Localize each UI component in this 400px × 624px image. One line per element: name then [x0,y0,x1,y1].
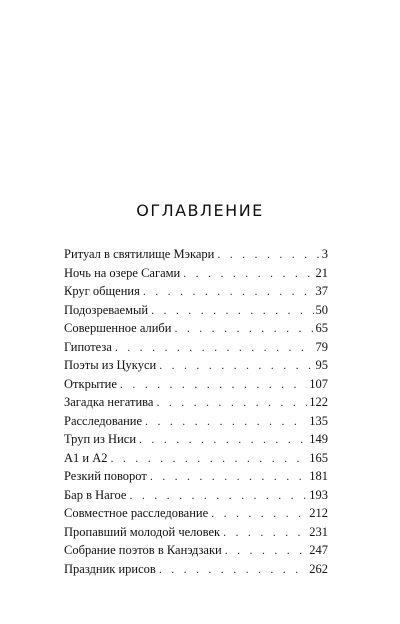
toc-entry-page: 50 [315,302,328,317]
toc-entry-title: Открытие [64,376,117,391]
toc-entry [64,356,328,375]
dot-leader [159,356,313,375]
dot-leader [223,523,307,542]
toc-entry-page: 247 [309,543,328,557]
dot-leader [115,338,314,357]
toc-entry-title: Собрание поэтов в Канэдзаки [64,543,222,557]
toc-entry-title: Расследование [64,413,143,428]
dot-leader [145,412,307,431]
toc-entry-page: 107 [309,376,328,391]
toc-entry-page: 79 [315,339,328,354]
toc-entry-page: 95 [315,358,328,372]
toc-entry [64,264,328,283]
toc-entry [64,560,328,579]
toc-entry-page: 3 [321,247,328,261]
toc-entry [64,338,328,357]
toc-entry [64,486,328,505]
toc-entry-title: Труп из Ниси [64,432,137,446]
dot-leader [159,560,307,579]
dot-leader [174,319,313,338]
toc-entry-title: Круг общения [64,284,140,298]
toc-entry [64,245,328,264]
toc-entry-title: Бар в Нагое [64,487,127,502]
dot-leader [151,301,313,320]
toc-entry-page: 21 [315,265,328,280]
toc-heading: ОГЛАВЛЕНИЕ [136,201,264,220]
toc-entry-title: Подозреваемый [64,302,149,317]
dot-leader [183,264,313,283]
dot-leader [143,282,314,301]
dot-leader [211,504,307,523]
toc-entry-page: 165 [309,450,328,465]
toc-list [64,245,328,578]
toc-entry-page: 135 [309,413,328,428]
toc-entry-title: Загадка негатива [64,395,154,409]
toc-entry-page: 231 [309,524,328,539]
toc-entry [64,523,328,542]
toc-entry-page: 37 [315,284,328,298]
toc-entry [64,375,328,394]
toc-entry-title: Совершенное алиби [64,321,172,335]
toc-entry-page: 65 [315,321,328,335]
toc-entry [64,430,328,449]
dot-leader [111,449,308,468]
dot-leader [217,245,319,264]
dot-leader [129,486,307,505]
toc-entry [64,319,328,338]
dot-leader [150,467,307,486]
toc-entry-page: 262 [309,561,328,576]
toc-entry [64,393,328,412]
toc-entry-title: Гипотеза [64,339,112,354]
toc-entry [64,412,328,431]
toc-entry-title: Резкий поворот [64,469,147,483]
toc-entry-title: Поэты из Цукуси [64,358,157,372]
toc-entry-title: Пропавший молодой человек [64,524,221,539]
toc-entry-page: 122 [309,395,328,409]
toc-entry-title: Ночь на озере Сагами [64,265,181,280]
toc-entry [64,504,328,523]
toc-entry-title: Праздник ирисов [64,561,156,576]
toc-entry-page: 181 [309,469,328,483]
toc-entry-title: Совместное расследование [64,506,209,520]
toc-entry-title: А1 и А2 [64,450,108,465]
toc-entry [64,541,328,560]
toc-entry-page: 212 [309,506,328,520]
toc-entry [64,449,328,468]
toc-entry-page: 193 [309,487,328,502]
dot-leader [156,393,307,412]
toc-entry-title: Ритуал в святилище Мэкари [64,247,215,261]
toc-entry [64,282,328,301]
toc-entry-page: 149 [309,432,328,446]
dot-leader [225,541,308,560]
dot-leader [120,375,307,394]
toc-entry [64,467,328,486]
toc-entry [64,301,328,320]
dot-leader [139,430,307,449]
